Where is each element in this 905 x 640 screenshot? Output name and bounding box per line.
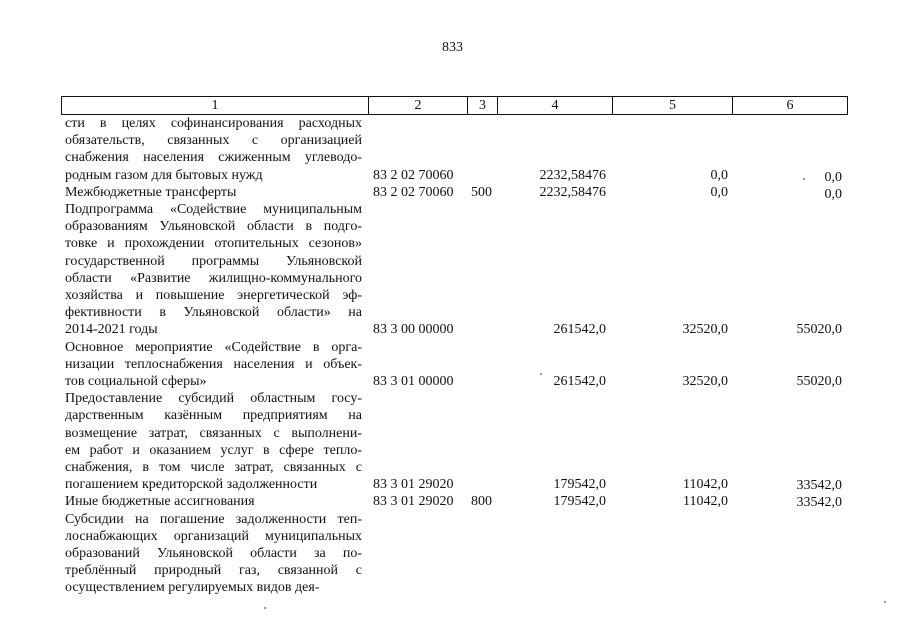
row-description-line: 2014-2021 годы [65, 322, 158, 337]
scan-speck [540, 373, 542, 375]
row-code: 83 3 01 29020 [373, 494, 454, 509]
row-description-line: хозяйства и повышение энергетической эф- [65, 288, 362, 303]
column-header-4: 4 [551, 98, 559, 113]
row-description-line: возмещение затрат, связанных с выполнени- [65, 426, 362, 441]
row-description-line: дарственным казённым предприятиям на [65, 408, 362, 423]
scan-speck [884, 601, 886, 603]
column-header-3: 3 [479, 98, 486, 113]
row-description-line: тов социальной сферы» [65, 374, 207, 389]
row-amount-col6: 0,0 [824, 170, 842, 185]
row-amount-col6: 0,0 [824, 187, 842, 202]
row-code: 83 2 02 70060 [373, 168, 454, 183]
row-amount-col6: 33542,0 [796, 478, 842, 493]
row-amount-col4: 2232,58476 [539, 168, 606, 183]
row-description-line: Иные бюджетные ассигнования [65, 494, 255, 509]
row-code: 83 2 02 70060 [373, 185, 454, 200]
row-description-line: фективности в Ульяновской области» на [65, 305, 362, 320]
row-amount-col6: 33542,0 [796, 495, 842, 510]
row-description-line: сти в целях софинансирования расходных [65, 116, 362, 131]
column-header-1: 1 [211, 98, 219, 113]
row-amount-col4: 261542,0 [553, 374, 606, 389]
row-amount-col6: 55020,0 [796, 322, 842, 337]
row-description-line: образований Ульяновской области за по- [65, 546, 362, 561]
row-description-line: обязательств, связанных с организацией [65, 133, 362, 148]
row-description-line: Предоставление субсидий областным госу- [65, 391, 362, 406]
row-description-line: снабжения населения сжиженным углеводо- [65, 150, 362, 165]
row-description-line: родным газом для бытовых нужд [65, 168, 263, 183]
row-description-line: товке и прохождении отопительных сезонов» [65, 236, 362, 251]
row-description-line: Подпрограмма «Содействие муниципальным [65, 202, 362, 217]
scan-speck [264, 607, 266, 609]
row-amount-col5: 0,0 [710, 185, 728, 200]
row-amount-col5: 11042,0 [683, 494, 728, 509]
row-description-line: снабжения, в том числе затрат, связанных с [65, 460, 362, 475]
row-amount-col4: 179542,0 [553, 494, 606, 509]
row-description-line: области «Развитие жилищно-коммунального [65, 271, 362, 286]
row-description-line: ем работ и оказанием услуг в сфере тепло- [65, 443, 362, 458]
row-amount-col5: 11042,0 [683, 477, 728, 492]
column-header-6: 6 [786, 98, 794, 113]
row-amount-col5: 0,0 [710, 168, 728, 183]
column-header-2: 2 [414, 98, 422, 113]
row-description-line: лоснабжающих организаций муниципальных [65, 529, 362, 544]
row-code: 83 3 00 00000 [373, 322, 454, 337]
row-amount-col4: 2232,58476 [539, 185, 606, 200]
page-number: 833 [442, 40, 463, 55]
row-amount-col4: 261542,0 [553, 322, 606, 337]
row-amount-col5: 32520,0 [682, 322, 728, 337]
row-code: 83 3 01 29020 [373, 477, 454, 492]
row-description-line: Межбюджетные трансферты [65, 185, 237, 200]
row-description-line: погашением кредиторской задолженности [65, 477, 318, 492]
row-amount-col4: 179542,0 [553, 477, 606, 492]
row-description-line: низации теплоснабжения населения и объек- [65, 357, 362, 372]
row-expense-type: 800 [471, 494, 492, 509]
row-description-line: Основное мероприятие «Содействие в орга- [65, 340, 362, 355]
row-code: 83 3 01 00000 [373, 374, 454, 389]
row-amount-col6: 55020,0 [796, 374, 842, 389]
row-description-line: осуществлением регулируемых видов дея- [65, 580, 320, 595]
row-description-line: государственной программы Ульяновской [65, 254, 362, 269]
row-amount-col5: 32520,0 [682, 374, 728, 389]
row-description-line: образованиям Ульяновской области в подго- [65, 219, 362, 234]
scan-speck [803, 178, 805, 180]
row-description-line: треблённый природный газ, связанной с [65, 563, 362, 578]
row-description-line: Субсидии на погашение задолженности теп- [65, 512, 362, 527]
column-header-5: 5 [669, 98, 676, 113]
row-expense-type: 500 [471, 185, 492, 200]
